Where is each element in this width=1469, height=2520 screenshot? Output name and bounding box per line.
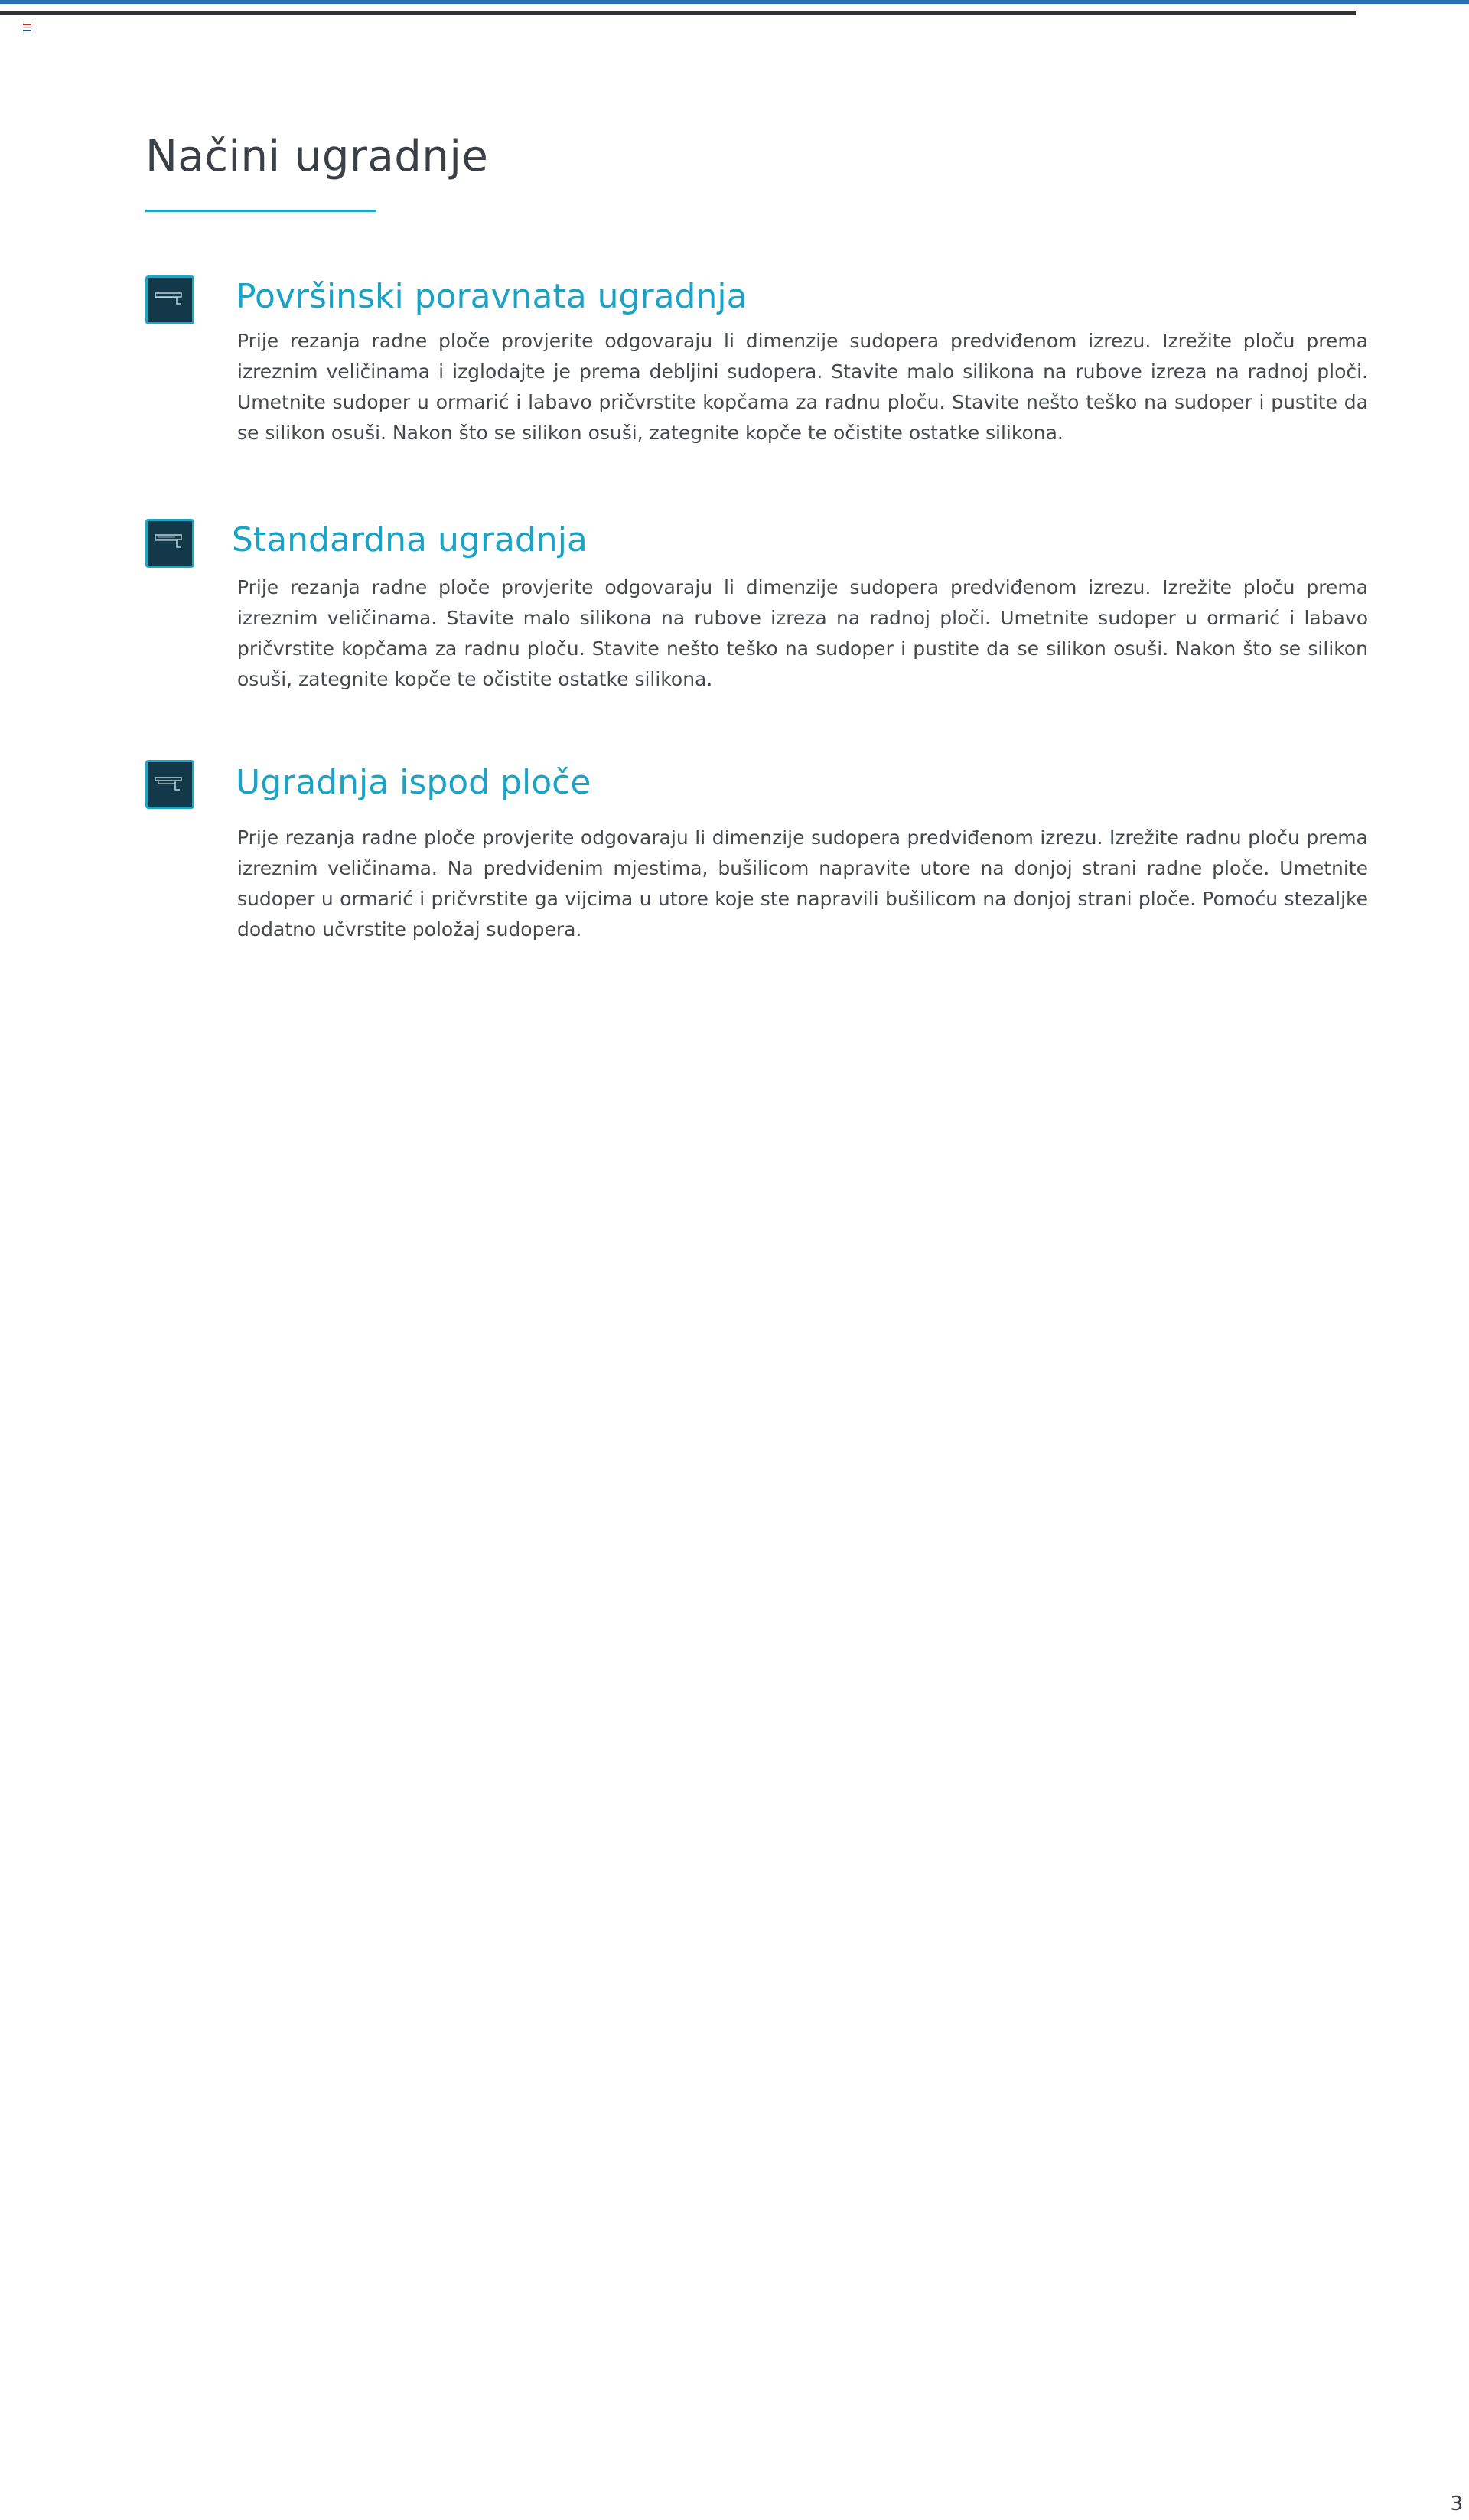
undermount-icon <box>145 760 194 809</box>
section-heading: Površinski poravnata ugradnja <box>236 277 748 316</box>
language-flag-icon <box>23 24 31 31</box>
surface-mount-icon <box>145 275 194 324</box>
page-number: 3 <box>1450 2492 1463 2515</box>
section-heading: Standardna ugradnja <box>232 520 588 559</box>
title-underline <box>145 210 376 212</box>
section-heading: Ugradnja ispod ploče <box>236 763 591 802</box>
header-rule <box>0 11 1356 15</box>
top-accent-bar <box>0 0 1469 4</box>
section-text: Prije rezanja radne ploče provjerite odgovaraju li dimenzije sudopera predviđenom izrezu. Izrežite radnu ploču prema izreznim veličinama. Na predviđenim mjestima, bušilicom napravite utore na donjoj strani radne ploče. Umetnite sudoper u ormarić i pričvrstite ga vijcima u utore koje ste napravili bušilicom na donjoj strani ploče. Pomoću stezaljke dodatno učvrstite položaj sudopera. <box>237 826 1368 941</box>
page-title: Načini ugradnje <box>145 132 489 181</box>
section-text: Prije rezanja radne ploče provjerite odgovaraju li dimenzije sudopera predviđenom izrezu. Izrežite ploču prema izreznim veličinama. Stavite malo silikona na rubove izreza na radnoj ploči. Umetnite sudoper u ormarić i labavo pričvrstite kopčama za radnu ploču. Stavite nešto teško na sudoper i pustite da se silikon osuši. Nakon što se silikon osuši, zategnite kopče te očistite ostatke silikona. <box>237 576 1368 690</box>
standard-mount-icon <box>145 519 194 568</box>
section-text: Prije rezanja radne ploče provjerite odgovaraju li dimenzije sudopera predviđenom izrezu. Izrežite ploču prema izreznim veličinama i izglodajte je prema debljini sudopera. Stavite malo silikona na rubove izreza na radnoj ploči. Umetnite sudoper u ormarić i labavo pričvrstite kopčama za radnu ploču. Stavite nešto teško na sudoper i pustite da se silikon osuši. Nakon što se silikon osuši, zategnite kopče te očistite ostatke silikona. <box>237 330 1368 444</box>
